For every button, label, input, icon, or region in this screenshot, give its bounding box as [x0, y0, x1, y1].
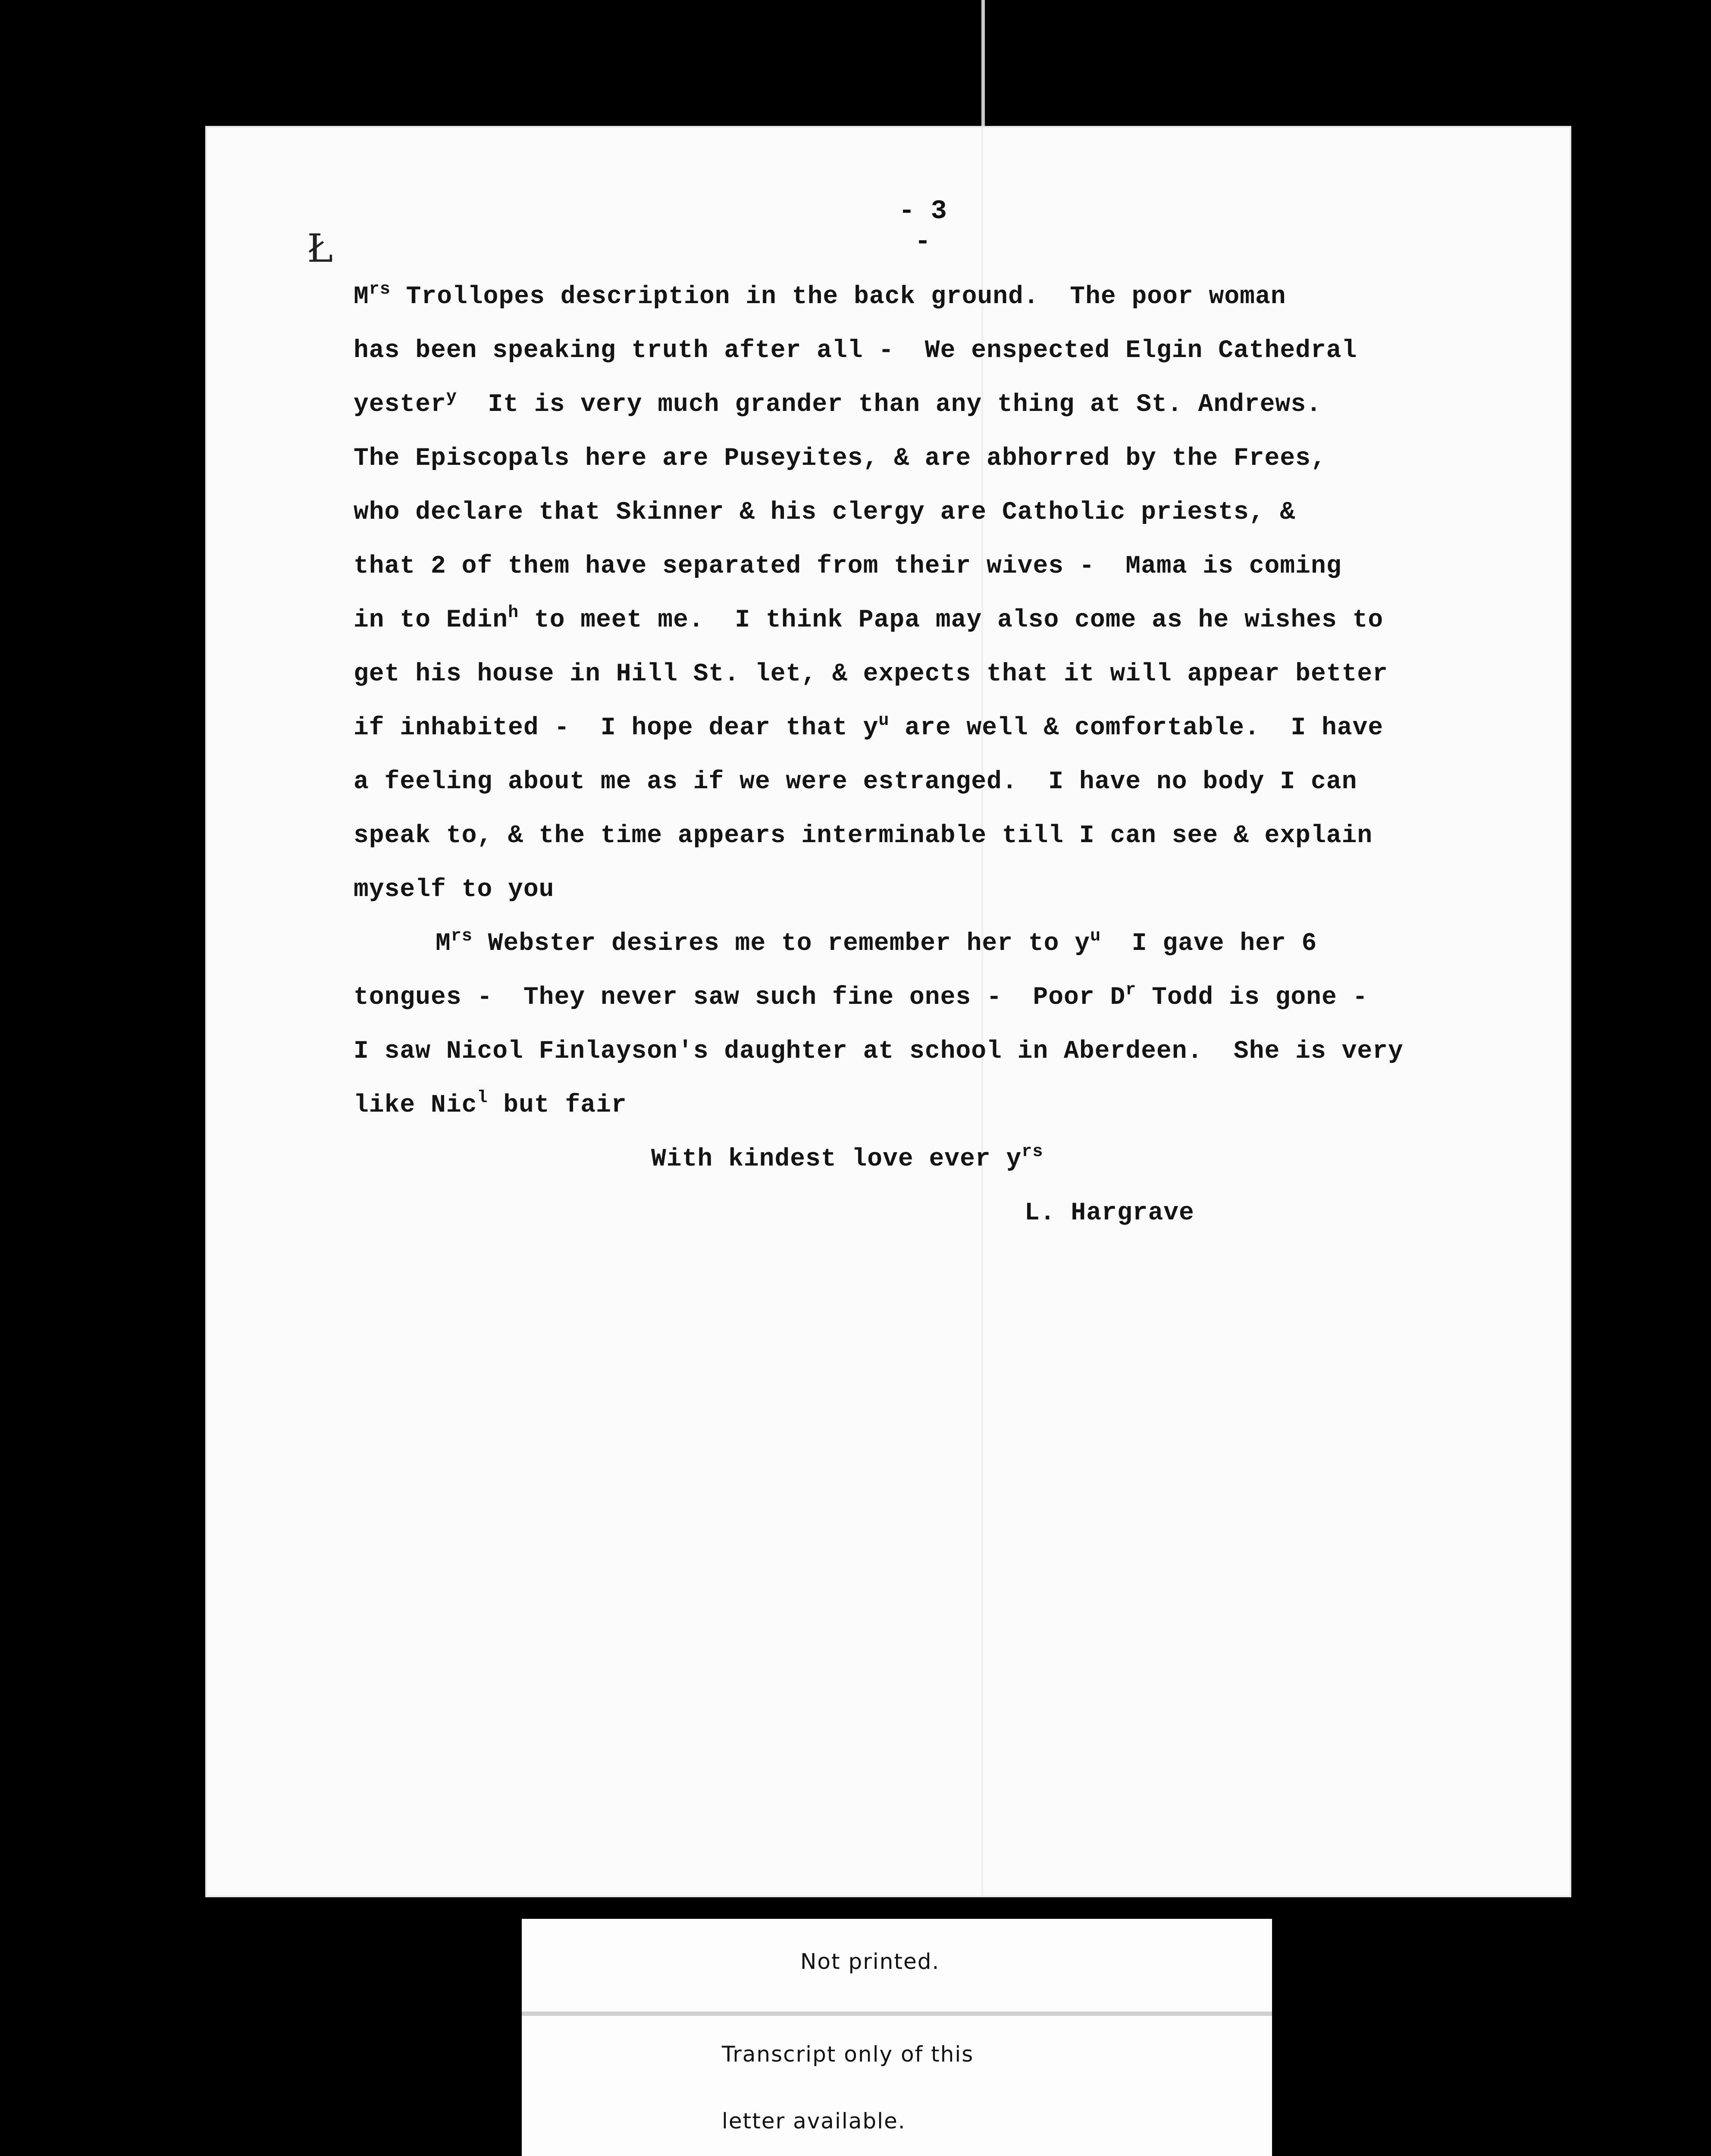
- letter-line: if inhabited - I hope dear that $y^u$ are well & comfortable. I have: [354, 711, 1384, 742]
- page-number: - 3 -: [899, 196, 947, 257]
- letter-line: tongues - They never saw such fine ones - Poor $D^r$ Todd is gone -: [354, 981, 1368, 1012]
- letter-closing: With kindest love ever $y^{rs}$: [651, 1142, 1044, 1173]
- letter-line: a feeling about me as if we were estranged. I have no body I can: [354, 768, 1357, 796]
- letter-line: speak to, & the time appears interminable till I can see & explain: [354, 822, 1373, 850]
- margin-mark: Ł: [307, 226, 333, 271]
- letter-line: $M^{rs}$ Trollopes description in the back ground. The poor woman: [354, 280, 1286, 311]
- letter-line: $M^{rs}$ Webster desires me to remember her to $y^u$ I gave her 6: [436, 927, 1317, 958]
- letter-line: who declare that Skinner & his clergy are Catholic priests, &: [354, 498, 1296, 526]
- letter-line: in to Edin$^h$ to meet me. I think Papa may also come as he wishes to: [354, 603, 1384, 634]
- label-divider: [522, 2012, 1272, 2016]
- letter-line: The Episcopals here are Puseyites, & are abhorred by the Frees,: [354, 445, 1326, 473]
- letter-line: that 2 of them have separated from their wives - Mama is coming: [354, 552, 1342, 580]
- letter-line: I saw Nicol Finlayson's daughter at school in Aberdeen. She is very: [354, 1037, 1404, 1065]
- transcript-note-line-2: letter available.: [722, 2109, 906, 2134]
- letter-line: get his house in Hill St. let, & expects that it will appear better: [354, 660, 1388, 688]
- letter-line: myself to you: [354, 876, 555, 904]
- fold-line-top: [981, 0, 985, 129]
- letter-line: yester$^y$ It is very much grander than any thing at St. Andrews.: [354, 388, 1322, 419]
- not-printed-note: Not printed.: [800, 1949, 940, 1974]
- letter-page: [207, 128, 1570, 1896]
- letter-body: [354, 270, 1570, 1240]
- transcript-note-line-1: Transcript only of this: [722, 2042, 974, 2067]
- archive-label-card: [522, 1919, 1272, 2156]
- letter-line: like Nic$^l$ but fair: [354, 1088, 627, 1119]
- letter-signature: L. Hargrave: [1025, 1199, 1194, 1227]
- letter-line: has been speaking truth after all - We enspected Elgin Cathedral: [354, 337, 1357, 365]
